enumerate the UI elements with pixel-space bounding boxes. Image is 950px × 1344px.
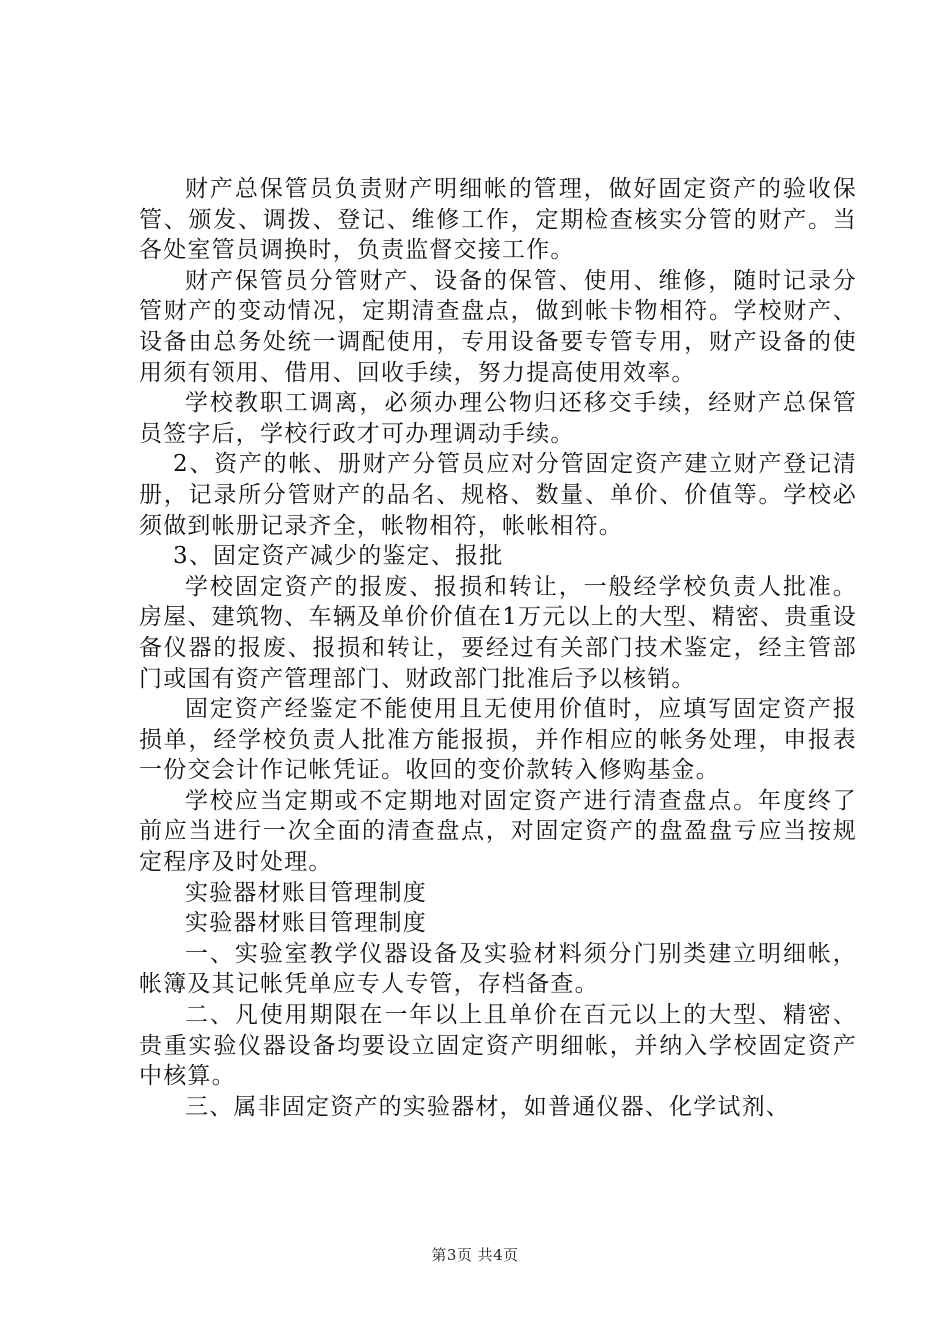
page-footer: 第3页 共4页 (431, 1246, 519, 1264)
paragraph-4: 2、资产的帐、册财产分管员应对分管固定资产建立财产登记清册，记录所分管财产的品名、规格、数量、单价、价值等。学校必须做到帐册记录齐全，帐物相符，帐帐相符。 (139, 451, 857, 539)
paragraph-5: 3、固定资产减少的鉴定、报批 (173, 543, 504, 570)
paragraph-7: 固定资产经鉴定不能使用且无使用价值时，应填写固定资产报损单，经学校负责人批准方能报损，并作相应的帐务处理，申报表一份交会计作记帐凭证。收回的变价款转入修购基金。 (139, 696, 857, 784)
paragraph-12: 二、凡使用期限在一年以上且单价在百元以上的大型、精密、贵重实验仪器设备均要设立固定资产明细帐，并纳入学校固定资产中核算。 (139, 1002, 857, 1090)
document-body (139, 174, 857, 1122)
paragraph-11: 一、实验室教学仪器设备及实验材料须分门别类建立明细帐，帐簿及其记帐凭单应专人专管，存档备查。 (139, 940, 857, 998)
paragraph-2: 财产保管员分管财产、设备的保管、使用、维修，随时记录分管财产的变动情况，定期清查盘点，做到帐卡物相符。学校财产、设备由总务处统一调配使用，专用设备要专管专用，财产设备的使用须有领用、借用、回收手续，努力提高使用效率。 (139, 267, 857, 386)
paragraph-1: 财产总保管员负责财产明细帐的管理，做好固定资产的验收保管、颁发、调拨、登记、维修工作，定期检查核实分管的财产。当各处室管员调换时，负责监督交接工作。 (139, 176, 857, 264)
section-title-1: 实验器材账目管理制度 (185, 879, 427, 906)
paragraph-8: 学校应当定期或不定期地对固定资产进行清查盘点。年度终了前应当进行一次全面的清查盘点，对固定资产的盘盈盘亏应当按规定程序及时处理。 (139, 787, 857, 876)
paragraph-13: 三、属非固定资产的实验器材，如普通仪器、化学试剂、 (185, 1093, 790, 1120)
paragraph-6: 学校固定资产的报废、报损和转让，一般经学校负责人批准。房屋、建筑物、车辆及单价价值在1万元以上的大型、精密、贵重设备仪器的报废、报损和转让，要经过有关部门技术鉴定，经主管部门或国有资产管理部门、财政部门批准后予以核销。 (139, 573, 857, 692)
paragraph-3: 学校教职工调离，必须办理公物归还移交手续，经财产总保管员签字后，学校行政才可办理调动手续。 (139, 390, 857, 447)
section-title-2: 实验器材账目管理制度 (185, 910, 427, 937)
